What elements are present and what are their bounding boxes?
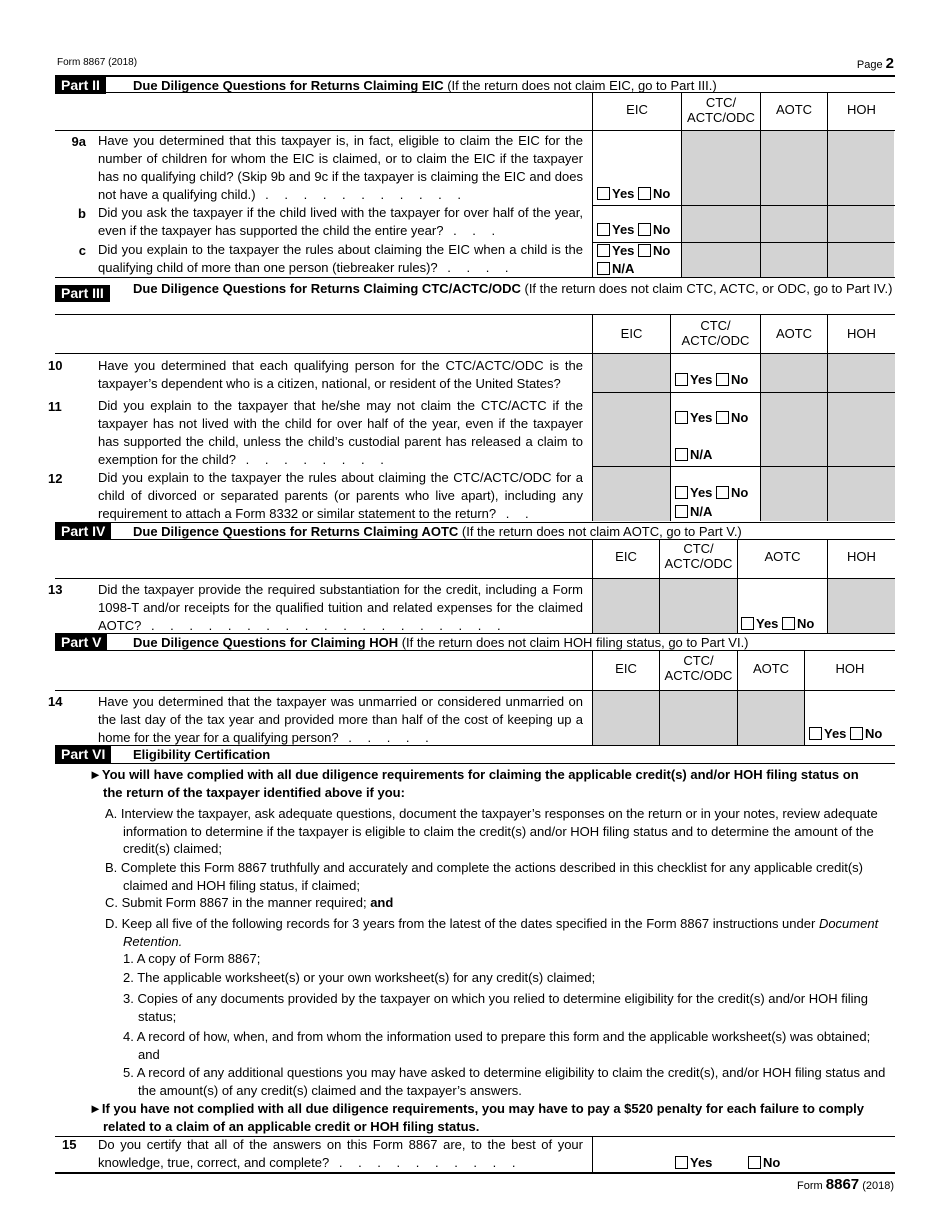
- part4-header: [55, 522, 895, 540]
- col-hoh: HOH: [847, 102, 876, 117]
- q13-answer: [741, 616, 814, 631]
- q10-number: 10: [48, 358, 63, 373]
- q11-yes-checkbox[interactable]: [675, 411, 688, 424]
- q9a-answer: [597, 186, 670, 201]
- p3-col-hoh: HOH: [847, 326, 876, 341]
- form-id-header: Form 8867 (2018): [57, 57, 138, 68]
- q9a-text-body: Have you determined that this taxpayer is, in fact, eligible to claim the EIC for the number of children for whom the EIC is claimed, or to claim the EIC if the taxpayer has no qualifying child? (Skip 9b and 9c if the taxpayer is claiming the EIC and does not have a qualifying child.): [98, 133, 583, 202]
- q12-yes-label: Yes: [690, 485, 713, 500]
- arrow-right-icon: ►: [89, 1101, 102, 1116]
- p4-col-aotc: AOTC: [764, 549, 801, 564]
- q9c-no-label: No: [653, 243, 671, 258]
- record-2: 2. The applicable worksheet(s) or your own worksheet(s) for any credit(s) claimed;: [123, 970, 596, 985]
- part3-title-bold: Due Diligence Questions for Returns Claiming CTC/ACTC/ODC: [133, 281, 521, 296]
- q10-answer: [675, 372, 748, 387]
- part6-title: [133, 747, 270, 762]
- col-aotc: AOTC: [775, 102, 813, 117]
- q9b-answer: [597, 222, 670, 237]
- certification-intro-text: You will have complied with all due diligence requirements for claiming the applicable credit(s) and/or HOH filing status on the return of the taxpayer identified above if you:: [101, 767, 859, 800]
- q14-answer: [809, 726, 882, 741]
- q12-text-body: Did you explain to the taxpayer the rules about claiming the CTC/ACTC/ODC for a child of divorced or separated parents (or parents who live apart), including any requirement to attach a Form 8332 or similar statement to the return?: [98, 470, 583, 521]
- q9b-no-checkbox[interactable]: [638, 223, 651, 236]
- p5-col-aotc: AOTC: [752, 661, 790, 676]
- part3-title: [133, 281, 893, 296]
- q9a-text: Have you determined that this taxpayer is, in fact, eligible to claim the EIC for the number of children for whom the EIC is claimed, or to claim the EIC if the taxpayer has no qualifying child? (Skip 9b and 9c if the taxpayer is claiming the EIC and does not have a qualifying child.) . . . . . . . . . . .: [98, 133, 583, 202]
- q11-yes-label: Yes: [690, 410, 713, 425]
- record-1: 1. A copy of Form 8867;: [123, 951, 261, 966]
- part5-label: Part V: [55, 634, 107, 651]
- part4-title: [133, 524, 742, 539]
- record-4: 4. A record of how, when, and from whom the information used to prepare this form and the applicable worksheet(s) was obtained; and: [123, 1029, 871, 1062]
- q9b-number: b: [78, 206, 86, 221]
- q11-answer: [675, 410, 748, 425]
- q12-na-label: N/A: [690, 504, 713, 519]
- q10-yes-label: Yes: [690, 372, 713, 387]
- q11-text-body: Did you explain to the taxpayer that he/she may not claim the CTC/ACTC if the taxpayer has not lived with the child for over half of the year, even if the taxpayer has supported the child, unless the child’s custodial parent has released a claim to exemption for the child?: [98, 398, 583, 467]
- q13-no-checkbox[interactable]: [782, 617, 795, 630]
- q9b-yes-checkbox[interactable]: [597, 223, 610, 236]
- part5-title-rest: (If the return does not claim HOH filing status, go to Part VI.): [398, 635, 749, 650]
- p5-col-eic: EIC: [615, 661, 637, 676]
- q9b-text: Did you ask the taxpayer if the child lived with the taxpayer for over half of the year, even if the taxpayer has supported the child the entire year? . . .: [98, 205, 583, 238]
- q9a-number: 9a: [71, 134, 86, 149]
- q9c-text-body: Did you explain to the taxpayer the rules about claiming the EIC when a child is the qualifying child of more than one person (tiebreaker rules)?: [98, 242, 583, 275]
- footer-form-label: Form: [797, 1180, 823, 1192]
- part3-title-rest: (If the return does not claim CTC, ACTC, or ODC, go to Part IV.): [520, 281, 893, 296]
- part5-title: [133, 635, 749, 650]
- item-d: [105, 915, 890, 950]
- part2-title-bold: Due Diligence Questions for Returns Claiming EIC: [133, 78, 444, 93]
- q13-text-body: Did the taxpayer provide the required substantiation for the credit, including a Form 1098-T and/or receipts for the qualified tuition and related expenses for the claimed AOTC?: [98, 582, 583, 633]
- q9c-number: c: [78, 243, 86, 258]
- q11-number: 11: [48, 399, 62, 414]
- q14-no-checkbox[interactable]: [850, 727, 863, 740]
- q15-text-body: Do you certify that all of the answers on this Form 8867 are, to the best of your knowledge, true, correct, and complete?: [98, 1137, 583, 1170]
- q14-text-body: Have you determined that the taxpayer was unmarried or considered unmarried on the last day of the tax year and provided more than half of the cost of keeping up a home for the year for a qualifying person?: [98, 694, 583, 745]
- q9c-text: Did you explain to the taxpayer the rules about claiming the EIC when a child is the qualifying child of more than one person (tiebreaker rules)? . . . .: [98, 242, 583, 275]
- certification-intro: [89, 766, 879, 801]
- q13-number: 13: [48, 582, 63, 597]
- q12-na: [675, 504, 712, 519]
- item-c-text: C. Submit Form 8867 in the manner required;: [105, 895, 367, 910]
- q12-text: Did you explain to the taxpayer the rules about claiming the CTC/ACTC/ODC for a child of divorced or separated parents (or parents who live apart), including any requirement to attach a Form 8332 or similar statement to the return? . .: [98, 470, 583, 521]
- col-ctc-line2: ACTC/ODC: [687, 110, 755, 125]
- item-c-and: and: [370, 895, 394, 910]
- q14-text: Have you determined that the taxpayer was unmarried or considered unmarried on the last day of the tax year and provided more than half of the cost of keeping up a home for the year for a qualifying person? . . . . .: [98, 694, 583, 745]
- p4-col-ctc-line2: ACTC/ODC: [664, 556, 733, 571]
- q15-no-checkbox[interactable]: [748, 1156, 761, 1169]
- item-d-text: D. Keep all five of the following records for 3 years from the latest of the dates specified in the Form 8867 instructions under: [105, 916, 816, 931]
- part6-header: [55, 745, 895, 763]
- q9c-no-checkbox[interactable]: [638, 244, 651, 257]
- q9c-na-label: N/A: [612, 261, 635, 276]
- q11-na-label: N/A: [690, 447, 713, 462]
- part4-title-rest: (If the return does not claim AOTC, go to Part V.): [458, 524, 742, 539]
- p3-col-ctc: [671, 318, 760, 348]
- q15-yes: [675, 1155, 712, 1170]
- q12-no-checkbox[interactable]: [716, 486, 729, 499]
- item-b: B. Complete this Form 8867 truthfully and accurately and complete the actions described in this checklist for any applicable credit(s) claimed and HOH filing status, if claimed;: [105, 860, 863, 893]
- q11-no-label: No: [731, 410, 749, 425]
- part4-label: Part IV: [55, 523, 111, 540]
- part6-title-bold: Eligibility Certification: [133, 747, 271, 762]
- q13-no-label: No: [797, 616, 815, 631]
- part2-title-rest: (If the return does not claim EIC, go to Part III.): [443, 78, 717, 93]
- q10-no-checkbox[interactable]: [716, 373, 729, 386]
- q14-no-label: No: [865, 726, 883, 741]
- penalty-warning: [89, 1100, 879, 1135]
- q9c-yes-label: Yes: [612, 243, 635, 258]
- p3-col-ctc-line2: ACTC/ODC: [681, 333, 750, 348]
- q9c-answer: [597, 243, 670, 258]
- q12-number: 12: [48, 471, 63, 486]
- part2-label: Part II: [55, 77, 106, 94]
- q12-na-checkbox[interactable]: [675, 505, 688, 518]
- q11-no-checkbox[interactable]: [716, 411, 729, 424]
- q10-no-label: No: [731, 372, 749, 387]
- p3-col-ctc-line1: CTC/: [700, 318, 731, 333]
- page-number: 2: [885, 55, 894, 72]
- part6-label: Part VI: [55, 746, 111, 763]
- q9a-no-checkbox[interactable]: [638, 187, 651, 200]
- item-c: [105, 894, 890, 912]
- q13-yes-checkbox[interactable]: [741, 617, 754, 630]
- page-label: Page: [856, 59, 883, 71]
- part5-header: [55, 633, 895, 651]
- q15-no-label: No: [763, 1155, 781, 1170]
- q9b-no-label: No: [653, 222, 671, 237]
- part3-label: Part III: [55, 285, 110, 302]
- footer-form-number: 8867: [825, 1176, 860, 1193]
- q9b-yes-label: Yes: [612, 222, 635, 237]
- p5-col-hoh: HOH: [835, 661, 865, 676]
- p4-col-eic: EIC: [615, 549, 637, 564]
- q13-yes-label: Yes: [756, 616, 779, 631]
- q9c-yes-checkbox[interactable]: [597, 244, 610, 257]
- q9c-na-checkbox[interactable]: [597, 262, 610, 275]
- part4-title-bold: Due Diligence Questions for Returns Claiming AOTC: [133, 524, 459, 539]
- item-a: A. Interview the taxpayer, ask adequate questions, document the taxpayer’s responses on the return or in your notes, review adequate information to determine if the taxpayer is eligible to claim the credit(s) and/or HOH filing status and to determine the amount of the credit(s) claimed;: [105, 806, 878, 856]
- q15-yes-label: Yes: [690, 1155, 713, 1170]
- q15-text: Do you certify that all of the answers on this Form 8867 are, to the best of your knowledge, true, correct, and complete? . . . . . . . . . .: [98, 1137, 583, 1170]
- q14-number: 14: [48, 694, 63, 709]
- p5-col-ctc-line2: ACTC/ODC: [664, 668, 733, 683]
- footer-year: (2018): [862, 1180, 894, 1192]
- p3-col-eic: EIC: [620, 326, 643, 341]
- item-d-italic: Document Retention.: [123, 916, 879, 949]
- q9a-yes-label: Yes: [612, 186, 635, 201]
- q11-na: [675, 447, 712, 462]
- q15-no: [748, 1155, 780, 1170]
- q9a-yes-checkbox[interactable]: [597, 187, 610, 200]
- col-ctc: [682, 95, 760, 125]
- q11-na-checkbox[interactable]: [675, 448, 688, 461]
- q10-yes-checkbox[interactable]: [675, 373, 688, 386]
- footer-form-id: [797, 1176, 894, 1193]
- p5-col-ctc-line1: CTC/: [683, 653, 714, 668]
- col-ctc-line1: CTC/: [705, 95, 737, 110]
- part2-title: [133, 78, 717, 93]
- q14-yes-label: Yes: [824, 726, 847, 741]
- q14-yes-checkbox[interactable]: [809, 727, 822, 740]
- q9c-na: [597, 261, 634, 276]
- q9b-text-body: Did you ask the taxpayer if the child lived with the taxpayer for over half of the year, even if the taxpayer has supported the child the entire year?: [98, 205, 583, 238]
- q15-yes-checkbox[interactable]: [675, 1156, 688, 1169]
- arrow-right-icon: ►: [89, 767, 102, 782]
- p4-col-ctc-line1: CTC/: [683, 541, 714, 556]
- record-3: 3. Copies of any documents provided by the taxpayer on which you relied to determine eligibility for the credit(s) and/or HOH filing status;: [123, 991, 868, 1024]
- p3-col-aotc: AOTC: [775, 326, 813, 341]
- q15-number: 15: [62, 1137, 77, 1152]
- p5-col-ctc: [660, 653, 737, 683]
- col-eic: EIC: [626, 102, 648, 117]
- q12-no-label: No: [731, 485, 749, 500]
- q12-answer: [675, 485, 748, 500]
- part5-title-bold: Due Diligence Questions for Claiming HOH: [133, 635, 399, 650]
- p4-col-hoh: HOH: [847, 549, 876, 564]
- q12-yes-checkbox[interactable]: [675, 486, 688, 499]
- penalty-warning-text: If you have not complied with all due diligence requirements, you may have to pay a $520 penalty for each failure to comply related to a claim of an applicable credit or HOH filing status.: [101, 1101, 865, 1134]
- q11-text: Did you explain to the taxpayer that he/she may not claim the CTC/ACTC if the taxpayer has not lived with the child for over half of the year, even if the taxpayer has supported the child, unless the child’s custodial parent has released a claim to exemption for the child? . . . . . . . .: [98, 398, 583, 467]
- part3-header: [55, 279, 895, 315]
- q9a-no-label: No: [653, 186, 671, 201]
- page-number-header: [857, 55, 894, 72]
- part2-header: [55, 75, 895, 93]
- p4-col-ctc: [660, 541, 737, 571]
- record-5: 5. A record of any additional questions you may have asked to determine eligibility to claim the credit(s), and/or HOH filing status and the amount(s) of any credit(s) claimed and the taxpayer’s answers.: [123, 1065, 886, 1098]
- q10-text: Have you determined that each qualifying person for the CTC/ACTC/ODC is the taxpayer’s dependent who is a citizen, national, or resident of the United States?: [98, 358, 583, 391]
- q13-text: Did the taxpayer provide the required substantiation for the credit, including a Form 1098-T and/or receipts for the qualified tuition and related expenses for the claimed AOTC? . . . . . . . . . . . . . . . . . . .: [98, 582, 583, 633]
